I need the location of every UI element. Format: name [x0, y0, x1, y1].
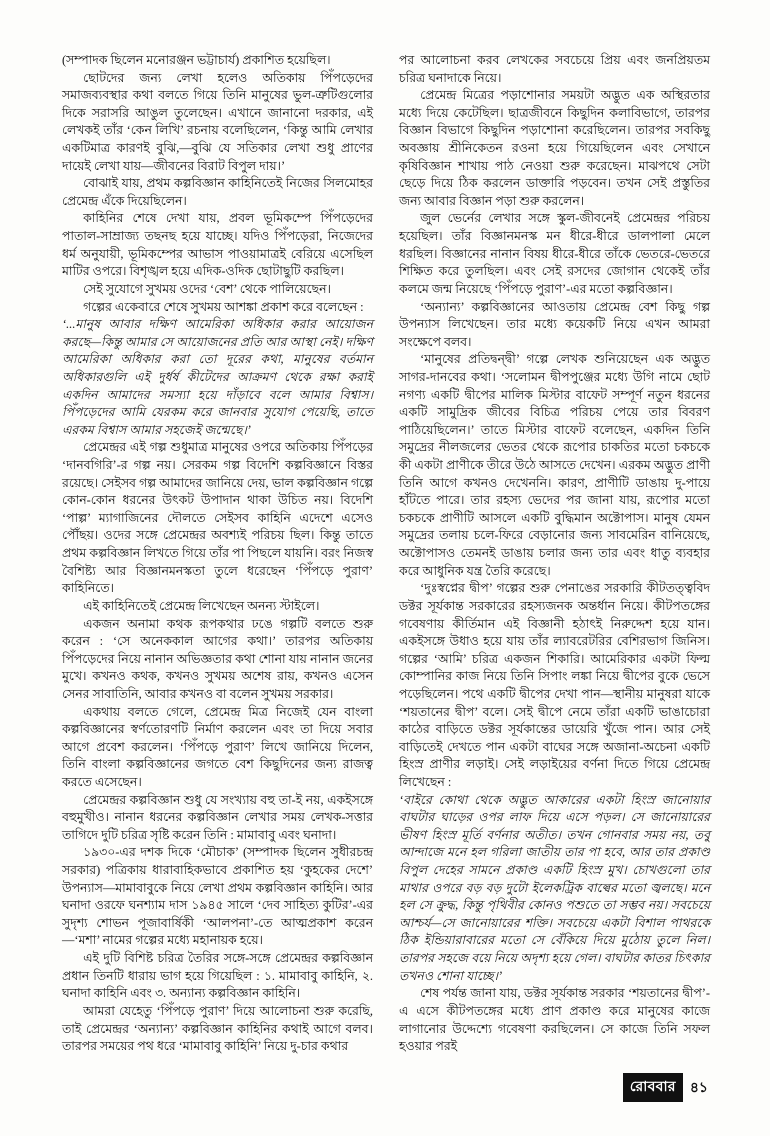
paragraph: গল্পের একেবারে শেষে সুখময় আশঙ্কা প্রকাশ করে বলেছেন : [83, 299, 364, 314]
block-quote: ‘বাইরে কোথা থেকে অদ্ভুত আকারের একটা হিংস্র জানোয়ার বাঘটার ঘাড়ের ওপর লাফ দিয়ে এসে পড়ল। সে জানোয়ারের ভীষণ হিংস্র মূর্তি বর্ণনার অতীত। তখন গোনবার সময় নয়, তবু আন্দাজে মনে হল গরিলা জাতীয় তার পা হবে, আর তার প্রকাণ্ড বিপুল দেহের সামনে প্রকাণ্ড একটি হিংস্র মুখ। চোখগুলো তার মাথার ওপরে বড় বড় দুটো ইলেকট্রিক বাল্বের মতো জ্বলছে। মনে হল সে ক্রুদ্ধ, কিন্তু পৃথিবীর কোনও পশুতে তা সম্ভব নয়। সবচেয়ে আশ্চর্য—সে জানোয়ারের শক্তি। সবচেয়ে একটা বিশাল পাথরকে ঠিক ইন্ডিয়ারাবারের মতো সে বেঁকিয়ে দিয়ে মুঠোয় তুলে নিল। তারপর সহজে বয়ে নিয়ে অদৃশ্য হয়ে গেল। বাঘটার কাতর চিৎকার তখনও শোনা যাচ্ছে।’ [399, 792, 710, 983]
left-column [62, 52, 373, 1066]
magazine-logo: রোববার [623, 1073, 683, 1102]
article-body [62, 52, 710, 1066]
paragraph: ‘অন্যান্য’ কল্পবিজ্ঞানের আওতায় প্রেমেন্দ্র বেশ কিছু গল্প উপন্যাস লিখেছেন। তার মধ্যে কয়েকটি নিয়ে এখন আমরা সংক্ষেপে বলব। [399, 299, 710, 349]
paragraph: ১৯৩০-এর দশক দিকে ‘মৌচাক’ (সম্পাদক ছিলেন সুধীরচন্দ্র সরকার) পত্রিকায় ধারাবাহিকভাবে প্রকাশিত হয় ‘কুহকের দেশে’ উপন্যাস—মামাবাবুকে নিয়ে লেখা প্রথম কল্পবিজ্ঞান কাহিনি। আর ঘনাদা ওরফে ঘনশ্যাম দাস ১৯৪৫ সালে ‘দেব সাহিত্য কুটির’-এর সুদৃশ্য শোভন পূজাবার্ষিকী ‘আলপনা’-তে আত্মপ্রকাশ করেন—‘মশা’ নামের গল্পের মধ্যে মহানায়ক হয়ে। [62, 845, 373, 948]
paragraph: এই দুটি বিশিষ্ট চরিত্র তৈরির সঙ্গে-সঙ্গে প্রেমেন্দ্রর কল্পবিজ্ঞান প্রধান তিনটি ধারায় ভাগ হয়ে গিয়েছিল : ১. মামাবাবু কাহিনি, ২. ঘনাদা কাহিনি এবং ৩. অন্যান্য কল্পবিজ্ঞান কাহিনি। [62, 951, 373, 1001]
paragraph: আমরা যেহেতু ‘পিঁপড়ে পুরাণ’ দিয়ে আলোচনা শুরু করেছি, তাই প্রেমেন্দ্রর ‘অন্যান্য’ কল্পবিজ্ঞান কাহিনির কথাই আগে বলব। তারপর সময়ের পথ ধরে ‘মামাবাবু কাহিনি’ নিয়ে দু-চার কথার [62, 1003, 373, 1054]
block-quote: ‘...মানুষ আবার দক্ষিণ আমেরিকা অধিকার করার আয়োজন করছে—কিন্তু আমার সে আয়োজনের প্রতি আর আস্থা নেই। দক্ষিণ আমেরিকা অধিকার করা তো দূরের কথা, মানুষের বর্তমান অধিকারগুলি এই দুর্ধর্ষ কীটেদের আক্রমণ থেকে রক্ষা করাই একদিন আমাদের সমস্যা হয়ে দাঁড়াবে বলে আমার বিশ্বাস। পিঁপড়েদের আমি যেরকম করে জানবার সুযোগ পেয়েছি, তাতে এরকম বিশ্বাস আমার সহজেই জন্মেছে।’ [62, 317, 373, 437]
right-column [399, 52, 710, 1066]
paragraph: প্রেমেন্দ্রর এই গল্প শুধুমাত্র মানুষের ওপরে অতিকায় পিঁপড়ের ‘দানবগিরি’-র গল্প নয়। সেরকম গল্প বিদেশি কল্পবিজ্ঞানে বিস্তর রয়েছে। সেইসব গল্প আমাদের জানিয়ে দেয়, ভাল কল্পবিজ্ঞান গল্পে কোন-কোন ধরনের উৎকট উপাদান থাকা উচিত নয়। বিদেশি ‘পাল্প’ ম্যাগাজিনের দৌলতে সেইসব কাহিনি এদেশে এসেও পৌঁছয়। ওদের সঙ্গে প্রেমেন্দ্রর অবশ্যই পরিচয় ছিল। কিন্তু তাতে প্রথম কল্পবিজ্ঞান লিখতে গিয়ে তাঁর পা পিছলে যায়নি। বরং নিজস্ব বৈশিষ্ট্য আর বিজ্ঞানমনস্কতা তুলে ধরেছেন ‘পিঁপড়ে পুরাণ’ কাহিনিতে। [62, 440, 373, 596]
paragraph: ‘দুঃস্বপ্নের দ্বীপ’ গল্পের শুরু পেনাঙের সরকারি কীটতত্ত্ববিদ ডক্টর সূর্যকান্ত সরকারের রহস্যজনক অন্তর্ধান নিয়ে। কীটপতঙ্গের গবেষণায় কীর্তিমান এই বিজ্ঞানী হঠাৎই নিরুদ্দেশ হয়ে যান। একইসঙ্গে উধাও হয়ে যায় তাঁর ল্যাবরেটরির বেশিরভাগ জিনিস। গল্পের ‘আমি’ চরিত্র একজন শিকারি। আমেরিকার একটা ফিল্ম কোম্পানির কাজ নিয়ে তিনি সিপাং লঙ্কা নিয়ে দ্বীপের বুকে ভেসে পড়েছিলেন। পথে একটি দ্বীপের দেখা পান—স্থানীয় মানুষরা যাকে ‘শয়তানের দ্বীপ’ বলে। সেই দ্বীপে নেমে তাঁরা একটি ভাঙাচোরা কাঠের বাড়িতে ডক্টর সূর্যকান্তের ডায়েরি খুঁজে পান। আর সেই বাড়িতেই দেখতে পান একটা বাঘের সঙ্গে অজানা-অচেনা একটি হিংস্র প্রাণীর লড়াই। সেই লড়াইয়ের বর্ণনা দিতে গিয়ে প্রেমেন্দ্র লিখেছেন : [399, 581, 710, 789]
paragraph: জুল ভের্নের লেখার সঙ্গে স্কুল-জীবনেই প্রেমেন্দ্রর পরিচয় হয়েছিল। তাঁর বিজ্ঞানমনস্ক মন ধীরে-ধীরে ডালপালা মেলে ধরছিল। বিজ্ঞানের নানান বিষয় ধীরে-ধীরে তাঁকে ভেতরে-ভেতরে শিক্ষিত করে তুলছিল। এবং সেই রসদের জোগান থেকেই তাঁর কলমে জন্ম নিয়েছে ‘পিঁপড়ে পুরাণ’-এর মতো কল্পবিজ্ঞান। [399, 211, 710, 296]
paragraph: ‘মানুষের প্রতিদ্বন্দ্বী’ গল্পে লেখক শুনিয়েছেন এক অদ্ভুত সাগর-দানবের কথা। ‘সলোমন দ্বীপপুঞ্জের মধ্যে উগি নামে ছোট নগণ্য একটি দ্বীপের মালিক মিস্টার বাফেট সম্পূর্ণ নতুন ধরনের একটি সামুদ্রিক জীবের বিচিত্র পরিচয় পেয়ে তার বিবরণ পাঠিয়েছিলেন।’ তাতে মিস্টার বাফেট বলেছেন, একদিন তিনি সমুদ্রের নীলজলের ভেতর থেকে রূপোর চাকতির মতো চকচকে কী একটা প্রাণীকে তীরে উঠে আসতে দেখেন। এরকম অদ্ভুত প্রাণী তিনি আগে কখনও দেখেননি। কারণ, প্রাণীটি ডাঙায় দু-পায়ে হাঁটতে পারে। তার রহস্য ভেদের পর জানা যায়, রূপোর মতো চকচকে প্রাণীটি আসলে একটি বুদ্ধিমান অক্টোপাস। মানুষ যেমন সমুদ্রের তলায় চলে-ফিরে বেড়ানোর জন্য সাবমেরিন বানিয়েছে, অক্টোপাসও তেমনই ডাঙায় চলার জন্য তার এবং ধাতু ব্যবহার করে আধুনিক যন্ত্র তৈরি করেছে। [399, 352, 710, 578]
paragraph: সেই সুযোগে সুখময় ওদের ‘বেশ’ থেকে পালিয়েছেন। [83, 281, 331, 296]
page-number: ৪১ [689, 1080, 708, 1096]
paragraph: পর আলোচনা করব লেখকের সবচেয়ে প্রিয় এবং জনপ্রিয়তম চরিত্র ঘনাদাকে নিয়ে। [399, 53, 710, 85]
paragraph: কাহিনির শেষে দেখা যায়, প্রবল ভূমিকম্পে পিঁপড়েদের পাতাল-সাম্রাজ্য তছনছ হয়ে যাচ্ছে। যদিও পিঁপড়েরা, নিজেদের ধর্ম অনুযায়ী, ভূমিকম্পের আভাস পাওয়ামাত্রই বেরিয়ে এসেছিল মাটির ওপরে। বিশৃঙ্খল হয়ে এদিক-ওদিক ছোটাছুটি করছিল। [62, 211, 373, 279]
page-footer [623, 1073, 708, 1102]
paragraph: (সম্পাদক ছিলেন মনোরঞ্জন ভট্টাচার্য) প্রকাশিত হয়েছিল। [62, 53, 331, 67]
paragraph: বোঝাই যায়, প্রথম কল্পবিজ্ঞান কাহিনিতেই নিজের সিলমোহর প্রেমেন্দ্র এঁকে দিয়েছিলেন। [62, 176, 373, 208]
paragraph: প্রেমেন্দ্র মিত্রের পড়াশোনার সময়টা অদ্ভুত এক অস্থিরতার মধ্যে দিয়ে কেটেছিল। ছাত্রজীবনে কিছুদিন কলাবিভাগে, তারপর বিজ্ঞান বিভাগে কিছুদিন পড়াশোনা করেছিলেন। তারপর সবকিছু অবজ্ঞায় শ্রীনিকেতন রওনা হয়ে গিয়েছিলেন এবং সেখানে কৃষিবিজ্ঞান শাখায় পাঠ নেওয়া শুরু করেছেন। মাঝপথে সেটা ছেড়ে দিয়ে ঠিক করলেন ডাক্তারি পড়বেন। তখন সেই প্রস্তুতির জন্য আবার বিজ্ঞান পড়া শুরু করলেন। [399, 88, 710, 208]
paragraph: শেষ পর্যন্ত জানা যায়, ডক্টর সূর্যকান্ত সরকার ‘শয়তানের দ্বীপ’-এ এসে কীটপতঙ্গের মধ্যে প্রাণ প্রকাণ্ড করে মানুষের কাজে লাগানোর উদ্দেশ্যে গবেষণা করছিলেন। সে কাজে তিনি সফল হওয়ার পরই [399, 986, 710, 1054]
paragraph: একথায় বলতে গেলে, প্রেমেন্দ্র মিত্র নিজেই যেন বাংলা কল্পবিজ্ঞানের স্বর্ণতোরণটি নির্মাণ করলেন এবং তা দিয়ে সবার আগে প্রবেশ করলেন। ‘পিঁপড়ে পুরাণ’ লিখে জানিয়ে দিলেন, তিনি বাংলা কল্পবিজ্ঞানের জগতে বেশ কিছুদিনের জন্য রাজত্ব করতে এসেছেন। [62, 704, 373, 789]
paragraph: এই কাহিনিতেই প্রেমেন্দ্র লিখেছেন অনন্য স্টাইলে। [83, 598, 320, 613]
paragraph: প্রেমেন্দ্রর কল্পবিজ্ঞান শুধু যে সংখ্যায় বহু তা-ই নয়, একইসঙ্গে বহুমুখীও। নানান ধরনের কল্পবিজ্ঞান লেখার সময় লেখক-সত্তার তাগিদে দুটি চরিত্র সৃষ্টি করেন তিনি : মামাবাবু এবং ঘনাদা। [62, 792, 373, 842]
paragraph: একজন অনামা কথক রূপকথার ঢঙে গল্পটি বলতে শুরু করেন : ‘সে অনেককাল আগের কথা।’ তারপর অতিকায় পিঁপড়েদের নিয়ে নানান অভিজ্ঞতার কথা শোনা যায় নানান জনের মুখে। কখনও কথক, কখনও সুখময় অশেষ রায়, কখনও এসেন সেনর সাবাতিনি, আবার কখনও বা বলেন সুখময় সরকার। [62, 616, 373, 701]
paragraph: ছোটদের জন্য লেখা হলেও অতিকায় পিঁপড়েদের সমাজব্যবস্থার কথা বলতে গিয়ে তিনি মানুষের ভুল-ত্রুটিগুলোর দিকে সরাসরি আঙুল তুলেছেন। এখানে জানানো দরকার, এই লেখকই তাঁর ‘কেন লিখি’ রচনায় বলেছিলেন, ‘কিন্তু আমি লেখার একটিমাত্র কারণই বুঝি,—বুঝি যে সতিকার লেখা শুধু প্রাণের দায়েই লেখা যায়—জীবনের বিরাট বিপুল দায়।’ [62, 70, 373, 173]
